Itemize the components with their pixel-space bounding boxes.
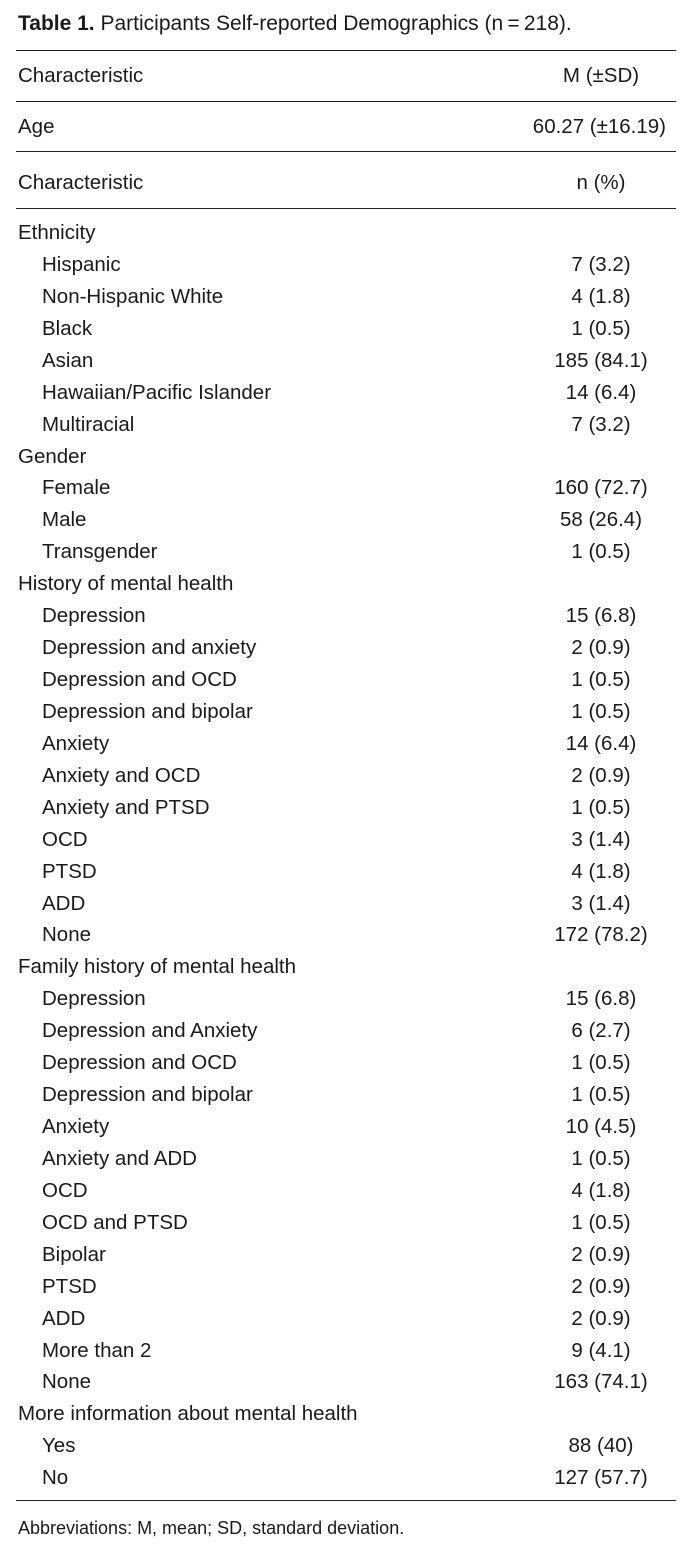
row-label: Black [42,316,93,340]
table-row [16,1271,676,1303]
table-row [16,856,676,888]
row-value: 160 (72.7) [554,476,648,500]
age-row [16,111,676,143]
row-label: Hawaiian/Pacific Islander [42,380,272,404]
row-value: 1 (0.5) [571,540,631,564]
row-value: 127 (57.7) [554,1466,648,1490]
row-label: OCD [42,1178,88,1202]
age-value: 60.27 (±16.19) [532,115,666,138]
table-row [16,472,676,504]
table-row [16,1462,676,1494]
row-value: 6 (2.7) [571,1019,631,1043]
row-label: Anxiety [42,1115,110,1139]
row-label: Anxiety and ADD [42,1146,197,1170]
row-value: 2 (0.9) [571,1306,631,1330]
row-value: 7 (3.2) [571,252,631,276]
header-n-percent: n (%) [576,171,626,194]
row-value: 185 (84.1) [554,348,648,372]
row-label: OCD and PTSD [42,1210,188,1234]
group-header-row [16,1398,676,1430]
table-row [16,1047,676,1079]
table-row [16,313,676,345]
table-label: Table 1. [18,12,95,35]
bottom-rule [16,1500,676,1501]
row-label: Asian [42,348,94,372]
group-title: Family history of mental health [18,955,297,979]
table-row [16,1366,676,1398]
table-row [16,728,676,760]
row-value: 58 (26.4) [559,508,643,532]
row-value: 4 (1.8) [571,1178,631,1202]
group-title: More information about mental health [18,1402,358,1426]
row-value: 2 (0.9) [571,1242,631,1266]
row-value: 1 (0.5) [571,1051,631,1075]
header-characteristic-2: Characteristic [18,171,144,194]
group-title: Ethnicity [18,221,96,244]
group-header-row [16,441,676,473]
row-label: Multiracial [42,412,135,436]
row-value: 1 (0.5) [571,668,631,692]
table-row [16,1175,676,1207]
row-label: More than 2 [42,1338,152,1362]
table-row [16,1303,676,1335]
table-row [16,888,676,920]
row-value: 15 (6.8) [565,604,637,628]
row-label: None [42,1370,92,1394]
table-row [16,600,676,632]
table-row [16,1207,676,1239]
row-value: 4 (1.8) [571,284,631,308]
row-label: Depression and OCD [42,1051,237,1075]
group-title: History of mental health [18,572,234,596]
age-label: Age [18,115,55,138]
row-label: Hispanic [42,252,121,276]
row-value: 1 (0.5) [571,316,631,340]
row-value: 1 (0.5) [571,795,631,819]
row-value: 9 (4.1) [571,1338,631,1362]
table-row [16,281,676,313]
table-caption [18,12,572,36]
row-label: Depression and bipolar [42,1083,253,1107]
row-value: 2 (0.9) [571,636,631,660]
table-row [16,1335,676,1367]
row-label: Depression and Anxiety [42,1019,258,1043]
row-value: 7 (3.2) [571,412,631,436]
table-title: Participants Self-reported Demographics (n = 218). [100,12,572,35]
row-value: 14 (6.4) [565,380,637,404]
row-label: PTSD [42,1274,97,1298]
table-row [16,249,676,281]
group-header-row [16,568,676,600]
row-value: 172 (78.2) [554,923,648,947]
table-row [16,632,676,664]
row-label: Female [42,476,111,500]
table-footnote: Abbreviations: M, mean; SD, standard deviation. [18,1518,405,1538]
header-mean-sd: M (±SD) [562,64,640,87]
row-label: Depression and anxiety [42,636,257,660]
row-label: Anxiety and OCD [42,763,201,787]
row-value: 1 (0.5) [571,1210,631,1234]
row-label: ADD [42,1306,86,1330]
row-label: Yes [42,1434,76,1458]
table-row [16,504,676,536]
row-label: Transgender [42,540,158,564]
table-row [16,409,676,441]
table-row [16,1143,676,1175]
header-characteristic: Characteristic [18,64,144,87]
table-row [16,792,676,824]
table-row [16,983,676,1015]
row-value: 4 (1.8) [571,859,631,883]
table-row [16,696,676,728]
row-label: Non-Hispanic White [42,284,224,308]
row-value: 1 (0.5) [571,1083,631,1107]
table-row [16,1079,676,1111]
row-value: 3 (1.4) [571,891,631,915]
row-label: PTSD [42,859,97,883]
row-label: No [42,1466,69,1490]
group-header-row [16,217,676,249]
header-row-mean [16,60,676,92]
age-rule [16,151,676,152]
row-label: Male [42,508,87,532]
table-row [16,919,676,951]
row-value: 2 (0.9) [571,763,631,787]
table-row [16,1015,676,1047]
row-label: Depression [42,987,146,1011]
row-value: 163 (74.1) [554,1370,648,1394]
table-row [16,345,676,377]
table-row [16,824,676,856]
table-row [16,664,676,696]
table-row [16,377,676,409]
row-value: 14 (6.4) [565,731,637,755]
row-value: 1 (0.5) [571,1146,631,1170]
row-label: Anxiety and PTSD [42,795,210,819]
header-row-count [16,167,676,199]
table-row [16,760,676,792]
row-label: Depression [42,604,146,628]
row-label: OCD [42,827,88,851]
table-row [16,1239,676,1271]
group-title: Gender [18,444,87,468]
row-label: Depression and bipolar [42,699,253,723]
table-row [16,536,676,568]
row-value: 15 (6.8) [565,987,637,1011]
header-rule-1 [16,101,676,102]
group-header-row [16,951,676,983]
row-value: 2 (0.9) [571,1274,631,1298]
row-label: None [42,923,92,947]
row-label: ADD [42,891,86,915]
row-value: 3 (1.4) [571,827,631,851]
row-value: 1 (0.5) [571,699,631,723]
row-value: 10 (4.5) [565,1115,637,1139]
top-rule [16,50,676,51]
header-rule-2 [16,208,676,209]
row-value: 88 (40) [568,1434,634,1458]
row-label: Bipolar [42,1242,106,1266]
row-label: Depression and OCD [42,668,237,692]
row-label: Anxiety [42,731,110,755]
table-row [16,1430,676,1462]
table-row [16,1111,676,1143]
